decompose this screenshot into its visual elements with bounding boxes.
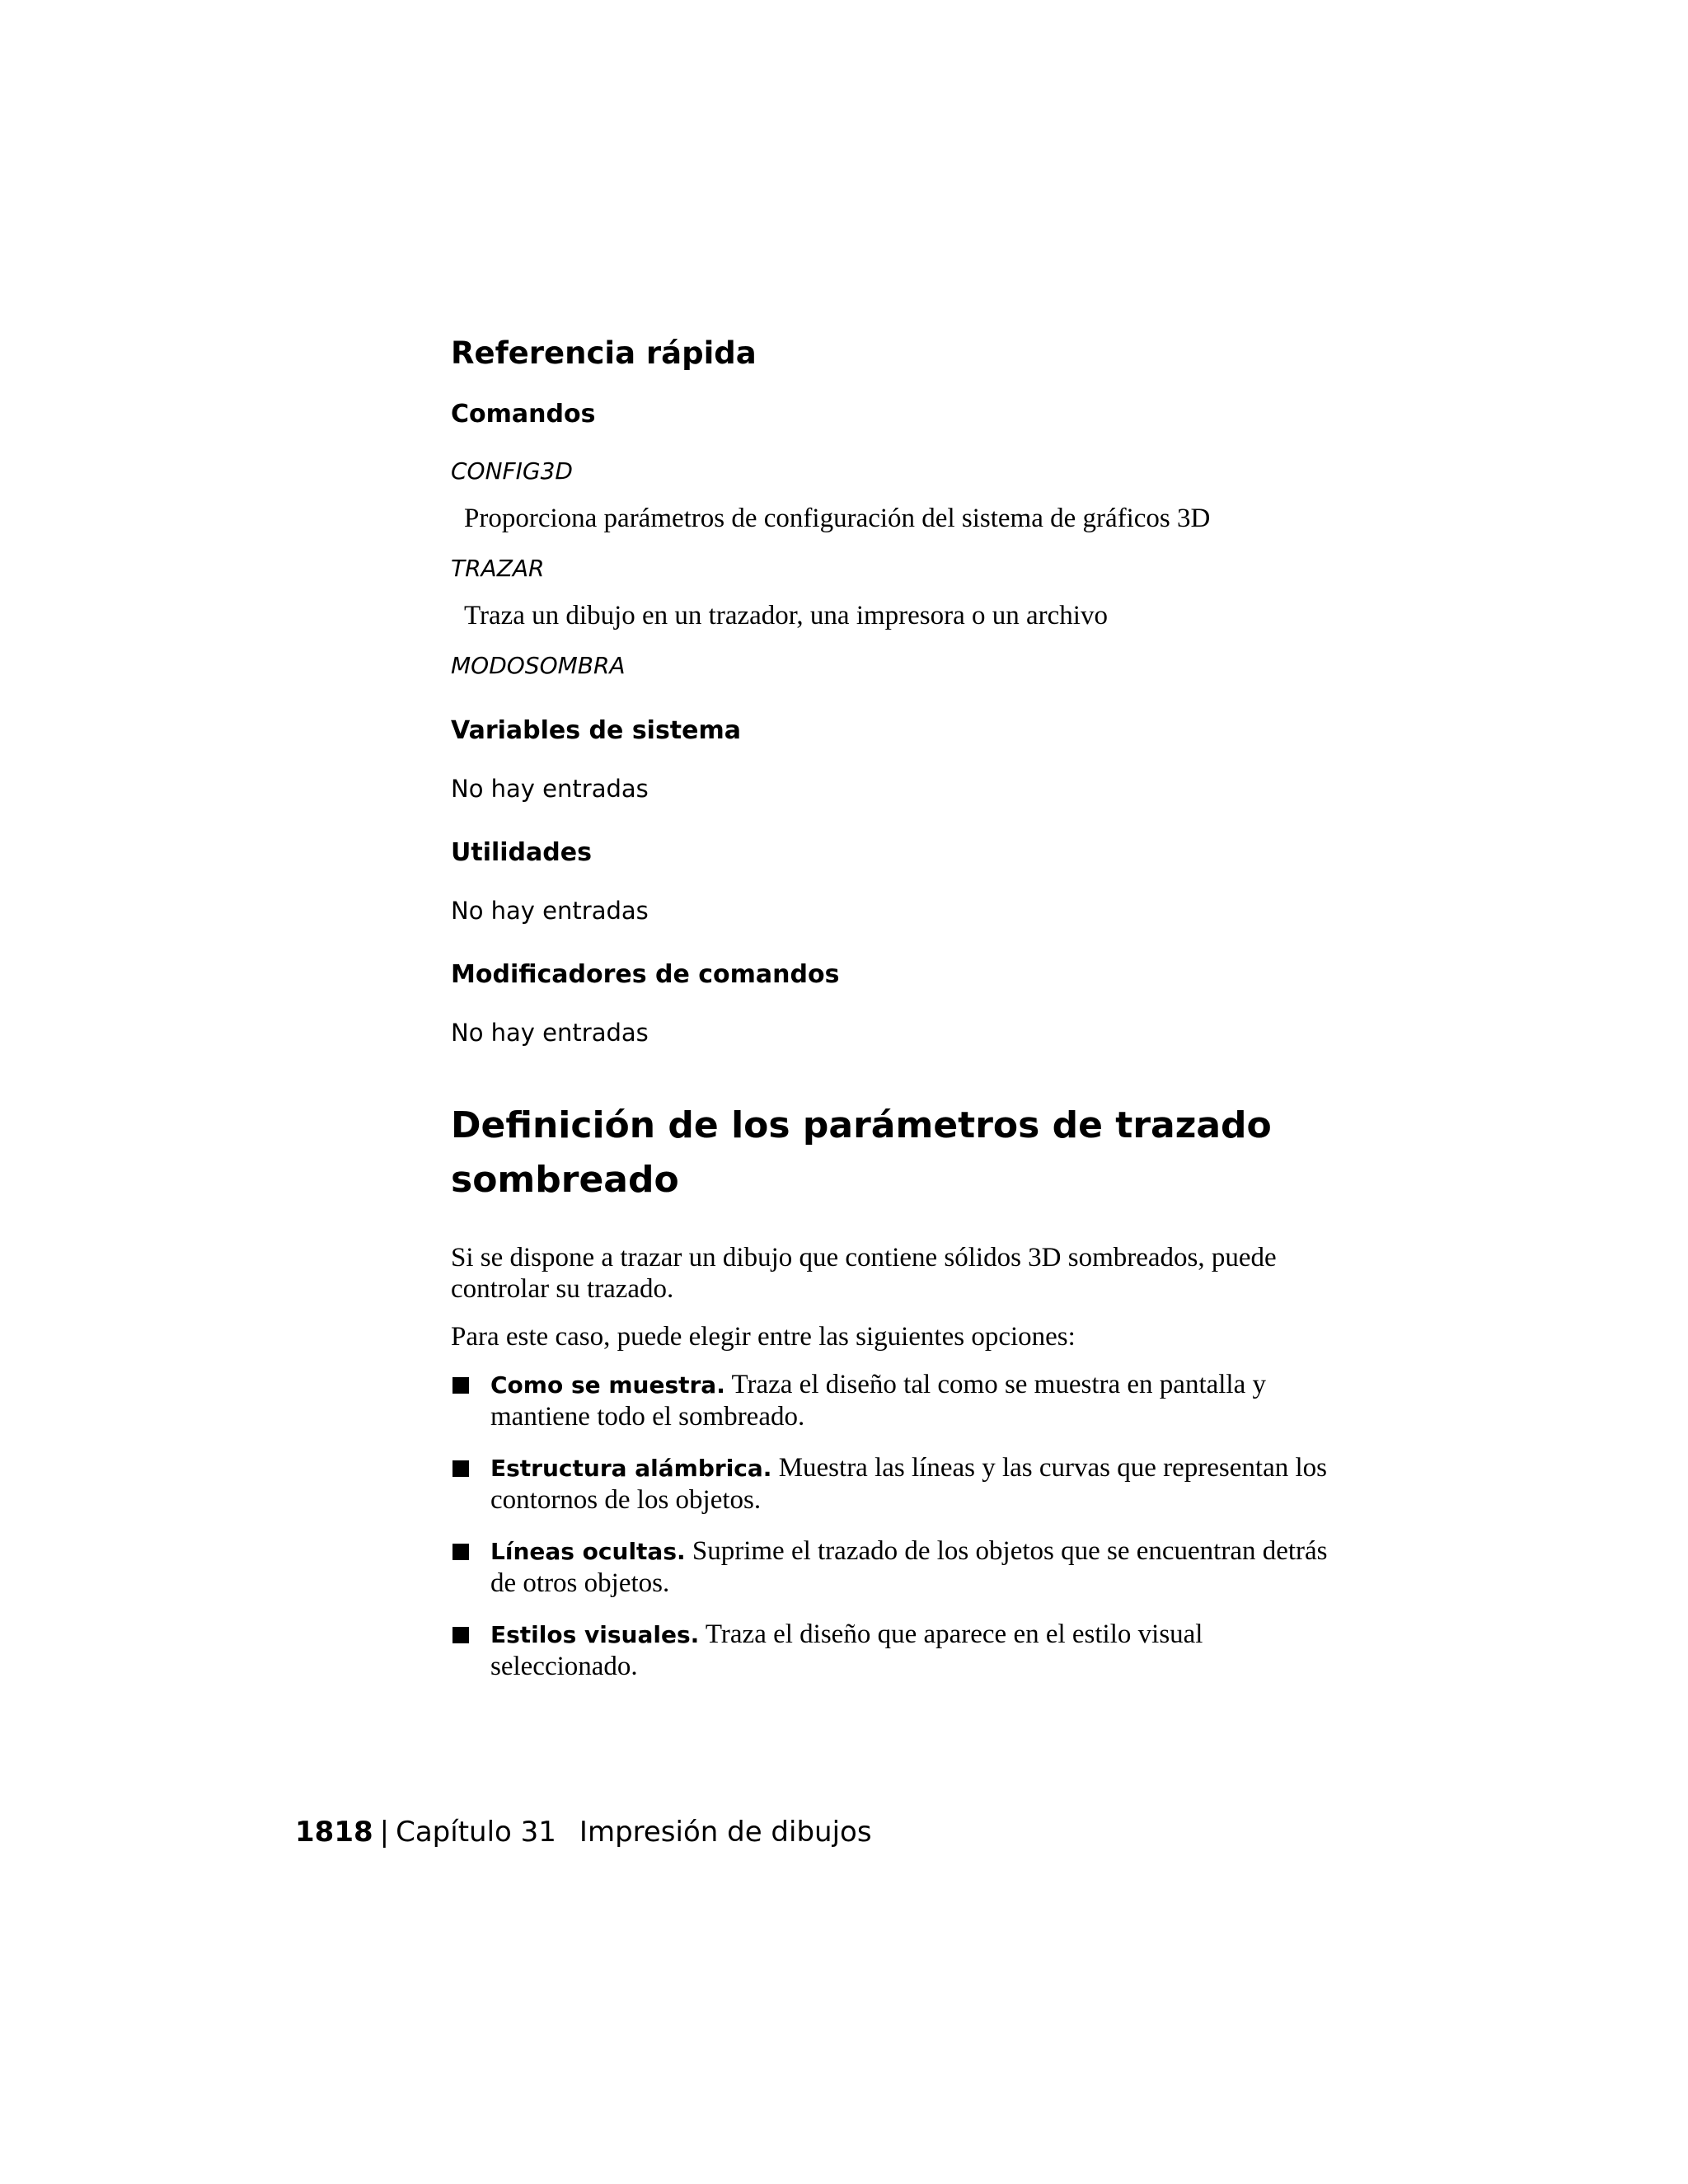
square-bullet-icon [452, 1460, 469, 1477]
options-list [451, 1369, 1341, 1682]
square-bullet-icon [452, 1544, 469, 1560]
option-text: Traza el diseño que aparece en el estilo visual seleccionado. [490, 1619, 1203, 1681]
page-footer [295, 1813, 872, 1851]
utilities-text: No hay entradas [451, 897, 649, 925]
lead-paragraph: Para este caso, puede elegir entre las siguientes opciones: [451, 1322, 1076, 1352]
page-content [451, 334, 1341, 1702]
section-title [451, 1099, 1341, 1207]
option-text: Suprime el trazado de los objetos que se encuentran detrás de otros objetos. [490, 1536, 1328, 1598]
square-bullet-icon [452, 1627, 469, 1643]
page-number: 1818 [295, 1816, 373, 1849]
option-term: Estilos visuales. [490, 1621, 700, 1648]
command-modifiers-text: No hay entradas [451, 1019, 649, 1047]
section-title-line-2: sombreado [451, 1159, 679, 1201]
system-variables-text: No hay entradas [451, 775, 649, 803]
option-term: Líneas ocultas. [490, 1538, 686, 1565]
section-title-line-1: Definición de los parámetros de trazado [451, 1104, 1272, 1146]
option-term: Estructura alámbrica. [490, 1455, 772, 1482]
intro-paragraph: Si se dispone a trazar un dibujo que contiene sólidos 3D sombreados, puede controlar su trazado. [451, 1243, 1277, 1304]
footer-separator: | [379, 1816, 390, 1849]
command-description: Traza un dibujo en un trazador, una impresora o un archivo [464, 601, 1108, 630]
command-name[interactable]: MODOSOMBRA [451, 652, 626, 679]
list-item [451, 1369, 1341, 1432]
system-variables-heading: Variables de sistema [451, 716, 742, 745]
footer-chapter-title: Impresión de dibujos [579, 1816, 872, 1849]
command-name[interactable]: CONFIG3D [451, 457, 573, 485]
option-text: Traza el diseño tal como se muestra en pantalla y mantiene todo el sombreado. [490, 1370, 1266, 1432]
command-name[interactable]: TRAZAR [451, 555, 545, 582]
footer-chapter: Capítulo 31 [396, 1816, 556, 1849]
list-item [451, 1535, 1341, 1599]
square-bullet-icon [452, 1377, 469, 1394]
list-item [451, 1619, 1341, 1682]
list-item [451, 1452, 1341, 1516]
commands-heading: Comandos [451, 400, 596, 429]
quick-reference-heading: Referencia rápida [451, 335, 757, 371]
command-modifiers-heading: Modificadores de comandos [451, 960, 840, 989]
option-text: Muestra las líneas y las curvas que representan los contornos de los objetos. [490, 1453, 1327, 1515]
command-description: Proporciona parámetros de configuración del sistema de gráficos 3D [464, 504, 1211, 533]
utilities-heading: Utilidades [451, 838, 592, 867]
option-term: Como se muestra. [490, 1371, 725, 1399]
